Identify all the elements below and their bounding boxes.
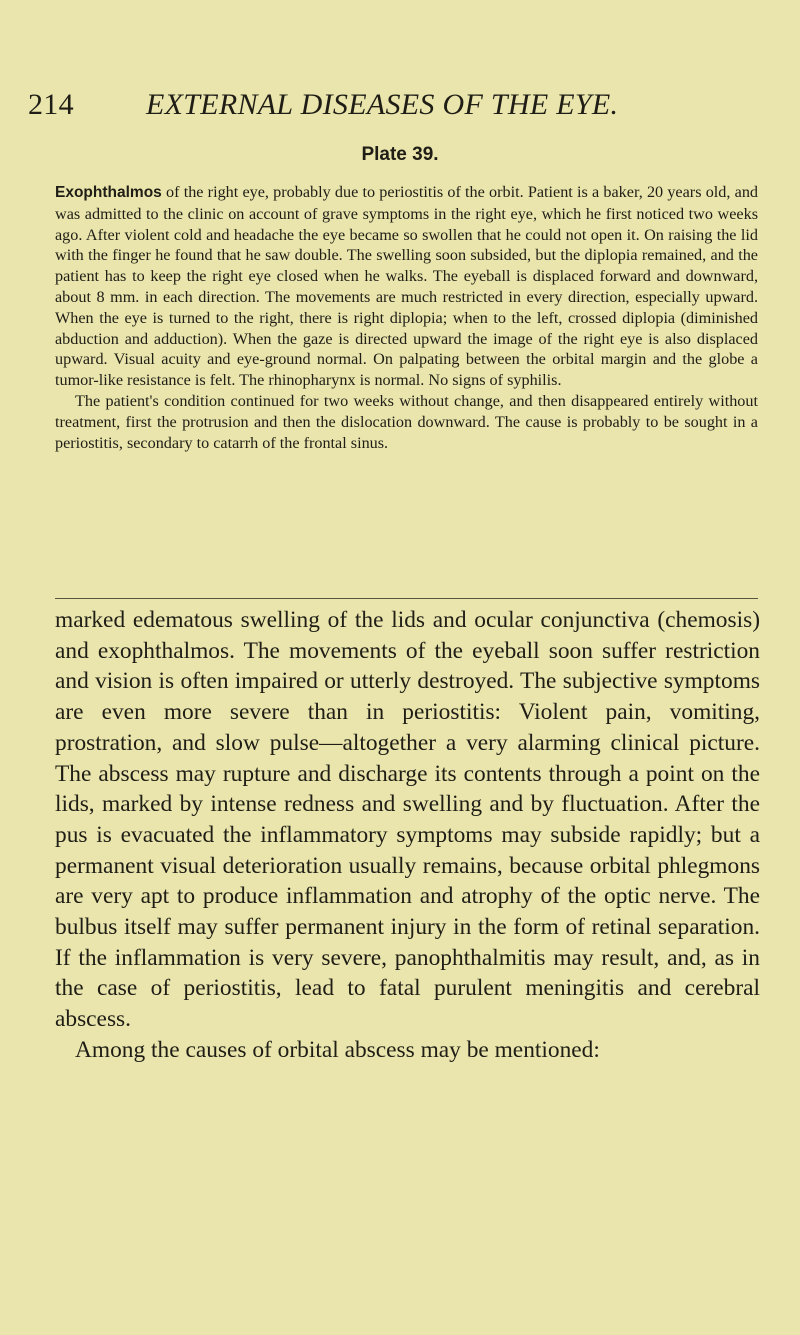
main-paragraph-2: Among the causes of orbital abscess may be mentioned:	[75, 1036, 600, 1063]
plate-title: Plate 39.	[361, 144, 439, 165]
running-head	[28, 88, 748, 122]
main-text	[55, 605, 760, 1066]
page-number: 214	[28, 88, 74, 121]
caption-divider	[55, 598, 758, 599]
caption-paragraph-2: The patient's condition continued for two weeks without change, and then disappeared entirely without treatment, first the protrusion and then the dislocation downward. The cause is probably to be sought in a periostitis, secondary to catarrh of the frontal sinus.	[55, 391, 758, 452]
caption-body: of the right eye, probably due to periostitis of the orbit. Patient is a baker, 20 years old, and was admitted to the clinic on account of grave symptoms in the right eye, which he first noticed two weeks ago. After violent cold and headache the eye became so swollen that he could not open it. On raising the lid with the finger he found that he saw double. The swelling soon subsided, but the diplopia remained, and the patient has to keep the right eye closed when he walks. The eyeball is displaced forward and downward, about 8 mm. in each direction. The movements are much restricted in every direction, especially upward. When the eye is turned to the right, there is right diplopia; when to the left, crossed diplopia (diminished abduction and adduction). When the gaze is directed upward the image of the right eye is also displaced upward. Visual acuity and eye-ground normal. On palpating between the orbital margin and the globe a tumor-like resistance is felt. The rhinopharynx is normal. No signs of syphilis.	[55, 183, 759, 390]
plate-caption	[55, 182, 758, 453]
running-title: EXTERNAL DISEASES OF THE EYE.	[146, 88, 619, 121]
caption-lead-term: Exophthalmos	[55, 184, 162, 201]
caption-paragraph	[55, 182, 758, 391]
main-paragraph-1: marked edematous swelling of the lids and ocular conjunctiva (chemosis) and exophthalmos. The movements of the eyeball soon suffer restriction and vision is often impaired or utterly destroyed. The subjective symptoms are even more severe than in periostitis: Violent pain, vomiting, prostration, and slow pulse—altogether a very alarming clinical picture. The abscess may rupture and discharge its contents through a point on the lids, marked by intense redness and swelling and by fluctuation. After the pus is evacuated the inflammatory symptoms may subside rapidly; but a permanent visual deterioration usually remains, because orbital phlegmons are very apt to produce inflammation and atrophy of the optic nerve. The bulbus itself may suffer permanent injury in the form of retinal separation. If the inflammation is very severe, panophthalmitis may result, and, as in the case of periostitis, lead to fatal purulent meningitis and cerebral abscess.	[55, 607, 760, 1033]
